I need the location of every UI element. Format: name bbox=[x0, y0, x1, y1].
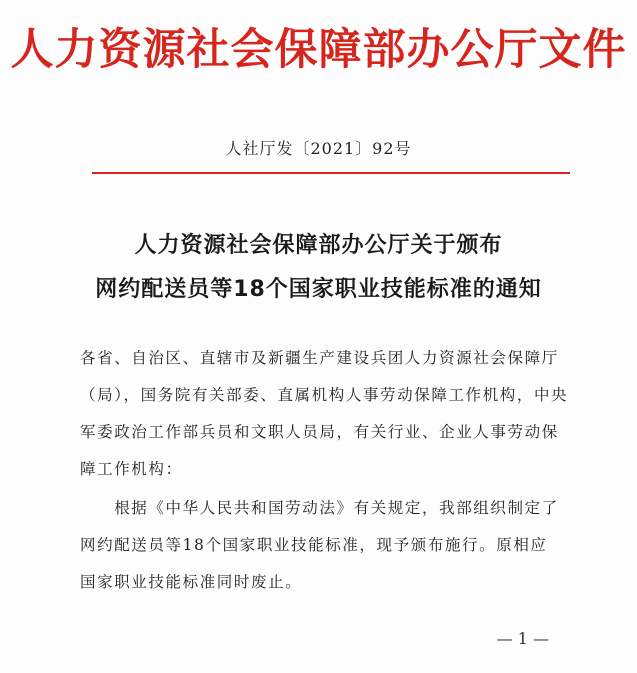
document-masthead: 人力资源社会保障部办公厅文件 bbox=[10, 25, 627, 75]
body-line: （局），国务院有关部委、直属机构人事劳动保障工作机构，中央 bbox=[80, 386, 569, 404]
document-number: 人社厅发〔2021〕92号 bbox=[225, 139, 412, 158]
body-line: 国家职业技能标准同时废止。 bbox=[80, 573, 303, 591]
notice-title-line-2: 网约配送员等18个国家职业技能标准的通知 bbox=[95, 277, 542, 302]
red-divider-line bbox=[92, 172, 570, 174]
body-line: 根据《中华人民共和国劳动法》有关规定，我部组织制定了 bbox=[80, 499, 559, 517]
page-number: — 1 — bbox=[496, 629, 549, 648]
body-line: 各省、自治区、直辖市及新疆生产建设兵团人力资源社会保障厅 bbox=[80, 349, 559, 367]
body-line: 军委政治工作部兵员和文职人员局，有关行业、企业人事劳动保 bbox=[80, 423, 559, 441]
notice-title-line-1: 人力资源社会保障部办公厅关于颁布 bbox=[134, 233, 503, 258]
body-line: 网约配送员等18个国家职业技能标准，现予颁布施行。原相应 bbox=[80, 536, 548, 554]
body-line: 障工作机构： bbox=[80, 460, 183, 478]
